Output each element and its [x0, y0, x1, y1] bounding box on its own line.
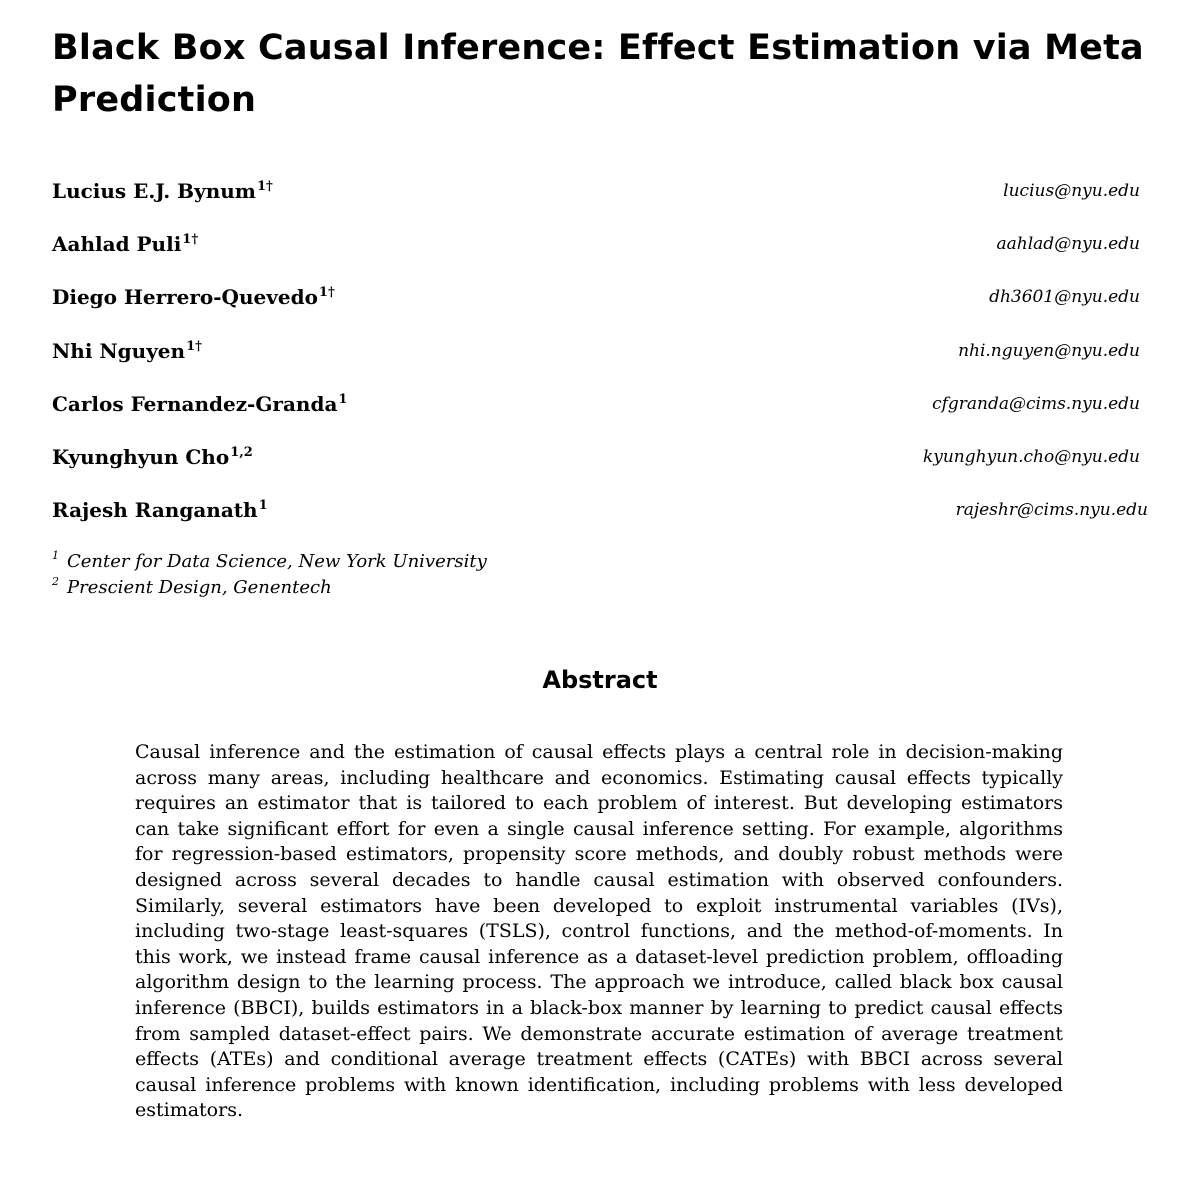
author-name: Carlos Fernandez-Granda$^1$ — [52, 392, 348, 416]
author-email: lucius@nyu.edu — [1003, 181, 1140, 201]
author-email: kyunghyun.cho@nyu.edu — [922, 447, 1140, 467]
author-affiliation-mark: 1† — [186, 339, 202, 354]
author-row — [52, 338, 1148, 368]
author-affiliation-mark: 1† — [256, 179, 273, 194]
affiliation-mark: 2 — [52, 575, 59, 588]
author-affiliation-mark: 1,2 — [230, 445, 253, 460]
paper-title: Black Box Causal Inference: Effect Estimation via Meta Prediction — [52, 28, 1144, 120]
author-name: Nhi Nguyen$^{1\dagger}$ — [52, 339, 202, 363]
author-affiliation-mark: 1 — [258, 498, 268, 513]
author-affiliation-mark: 1 — [338, 392, 348, 407]
abstract-body: Causal inference and the estimation of causal effects plays a central role in decision-making across many areas, including healthcare and economics. Estimating causal effects typically requires an estimator that is tailored to each problem of interest. But developing estimators can take significant effort for even a single causal inference setting. For example, algorithms for regression-based estimators, propensity score methods, and doubly robust methods were designed across several decades to handle causal estimation with observed confounders. Similarly, several estimators have been developed to exploit instrumental variables (IVs), including two-stage least-squares (TSLS), control functions, and the method-of-moments. In this work, we instead frame causal inference as a dataset-level prediction problem, offloading algorithm design to the learning process. The approach we introduce, called black box causal inference (BBCI), builds estimators in a black-box manner by learning to predict causal effects from sampled dataset-effect pairs. We demonstrate accurate estimation of average treatment effects (ATEs) and conditional average treatment effects (CATEs) with BBCI across several causal inference problems with known identification, including problems with less developed estimators. — [135, 741, 1063, 1122]
author-name: Diego Herrero-Quevedo$^{1\dagger}$ — [52, 285, 335, 309]
author-email: aahlad@nyu.edu — [996, 234, 1140, 254]
author-name: Aahlad Puli$^{1\dagger}$ — [52, 232, 199, 256]
author-row — [52, 231, 1148, 261]
author-affiliation-mark: 1† — [318, 285, 335, 300]
author-email: dh3601@nyu.edu — [989, 287, 1140, 307]
author-row — [52, 178, 1148, 208]
author-email: cfgranda@cims.nyu.edu — [932, 394, 1140, 414]
author-row — [52, 497, 1148, 527]
author-row — [52, 391, 1148, 421]
affiliation: $^2$ Prescient Design, Genentech — [52, 575, 332, 598]
author-email: nhi.nguyen@nyu.edu — [958, 341, 1140, 361]
affiliation: $^1$ Center for Data Science, New York University — [52, 549, 487, 572]
author-name: Rajesh Ranganath$^1$ — [52, 498, 268, 522]
author-name: Lucius E.J. Bynum$^{1\dagger}$ — [52, 179, 273, 203]
author-affiliation-mark: 1† — [182, 232, 199, 247]
abstract-heading: Abstract — [542, 666, 658, 694]
author-email: rajeshr@cims.nyu.edu — [955, 500, 1148, 520]
affiliation-mark: 1 — [52, 549, 59, 562]
author-row — [52, 284, 1148, 314]
author-name: Kyunghyun Cho$^{1,2}$ — [52, 445, 253, 469]
author-row — [52, 444, 1148, 474]
